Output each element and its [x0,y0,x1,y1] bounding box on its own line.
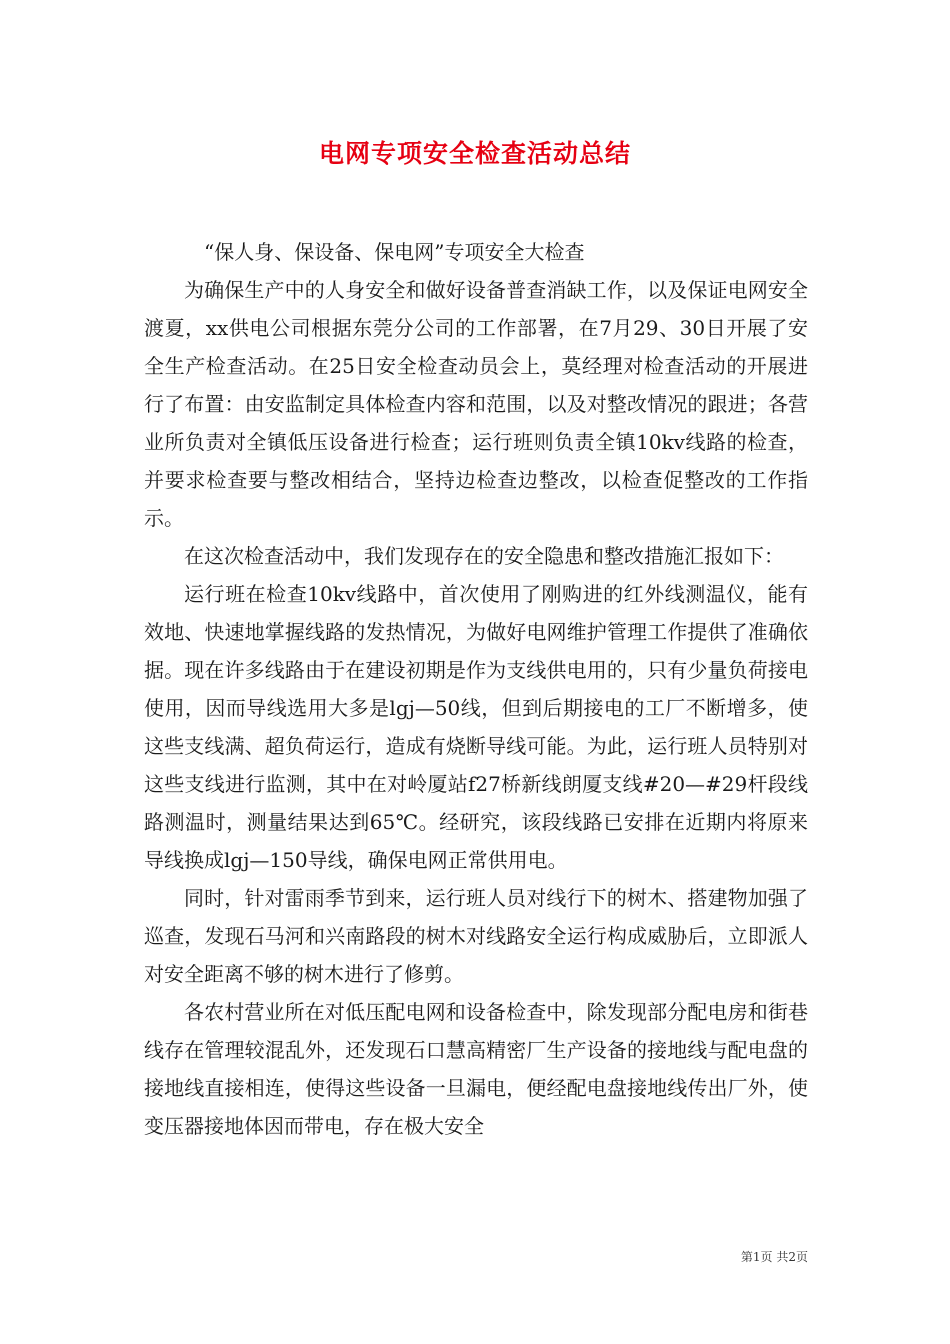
paragraph-2: 在这次检查活动中，我们发现存在的安全隐患和整改措施汇报如下： [184,544,784,568]
paragraph-3: 运行班在检查10kv线路中，首次使用了刚购进的红外线测温仪，能有效地、快速地掌握线路的发热情况，为做好电网维护管理工作提供了准确依据。现在许多线路由于在建设初期是作为支线供电用的，只有少量负荷接电使用，因而导线选用大多是lgj—50线，但到后期接电的工厂不断增多，使这些支线满、超负荷运行，造成有烧断导线可能。为此，运行班人员特别对这些支线进行监测，其中在对岭厦站f27桥新线朗厦支线#20—#29杆段线路测温时，测量结果达到65℃。经研究，该段线路已安排在近期内将原来导线换成lgj—150导线，确保电网正常供用电。 [144,582,808,872]
page-number: 第1页 共2页 [740,1250,808,1264]
document-title: 电网专项安全检查活动总结 [318,139,631,168]
document-body [144,233,808,1145]
paragraph-5: 各农村营业所在对低压配电网和设备检查中，除发现部分配电房和街巷线存在管理较混乱外，还发现石口慧高精密厂生产设备的接地线与配电盘的接地线直接相连，使得这些设备一旦漏电，便经配电盘接地线传出厂外，使变压器接地体因而带电，存在极大安全 [144,1000,808,1138]
paragraph-4: 同时，针对雷雨季节到来，运行班人员对线行下的树木、搭建物加强了巡查，发现石马河和兴南路段的树木对线路安全运行构成威胁后，立即派人对安全距离不够的树木进行了修剪。 [144,886,808,986]
paragraph-1: 为确保生产中的人身安全和做好设备普查消缺工作，以及保证电网安全渡夏，xx供电公司根据东莞分公司的工作部署，在7月29、30日开展了安全生产检查活动。在25日安全检查动员会上，莫经理对检查活动的开展进行了布置：由安监制定具体检查内容和范围，以及对整改情况的跟进；各营业所负责对全镇低压设备进行检查；运行班则负责全镇10kv线路的检查，并要求检查要与整改相结合，坚持边检查边整改，以检查促整改的工作指示。 [144,278,808,530]
paragraph-subtitle: “保人身、保设备、保电网”专项安全大检查 [204,240,585,264]
